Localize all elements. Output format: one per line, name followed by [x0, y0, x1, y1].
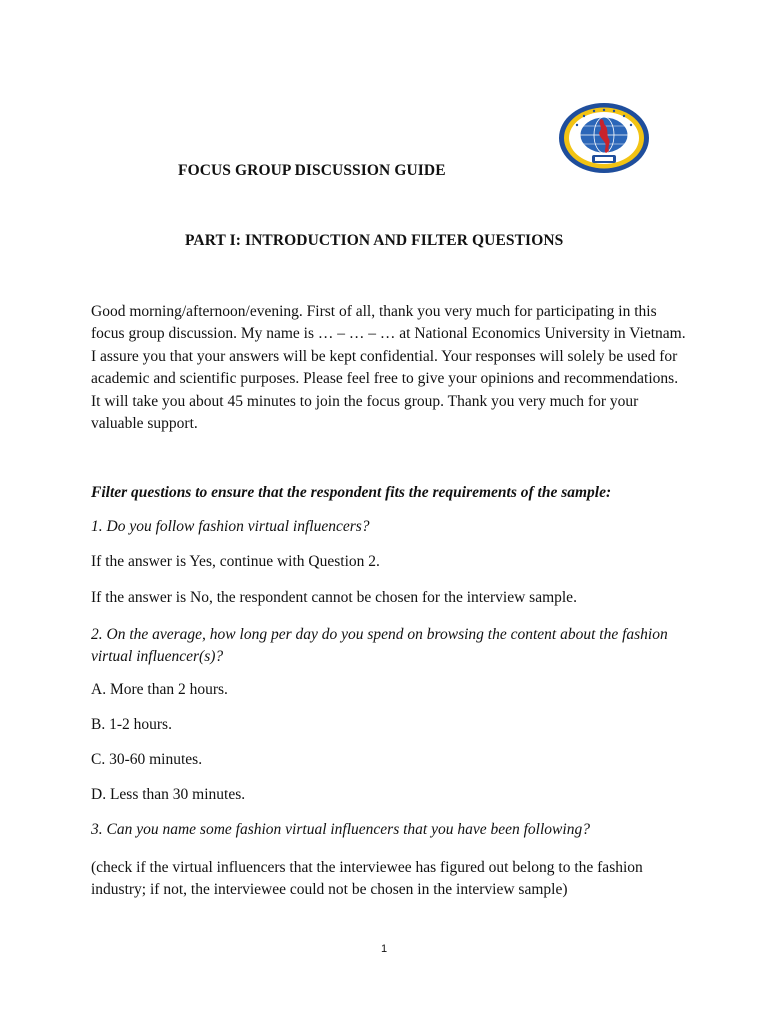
- part-heading: PART I: INTRODUCTION AND FILTER QUESTIONS: [185, 232, 564, 249]
- question-1: 1. Do you follow fashion virtual influencers?: [91, 518, 370, 535]
- filter-questions-title: Filter questions to ensure that the respondent fits the requirements of the sample:: [91, 484, 612, 501]
- question-2-option-c: C. 30-60 minutes.: [91, 751, 203, 768]
- question-3: 3. Can you name some fashion virtual influencers that you have been following?: [91, 821, 590, 838]
- intro-paragraph: Good morning/afternoon/evening. First of all, thank you very much for participating in this focus group discussion. My name is … – … – … at National Economics University in Vietnam. I assure you that your answers will be kept confidential. Your responses will solely be used for academic and scientific purposes. Please feel free to give your opinions and recommendations. It will take you about 45 minutes to join the focus group. Thank you very much for your valuable support.: [91, 303, 686, 433]
- university-seal-icon: [557, 101, 651, 175]
- question-2-option-a: A. More than 2 hours.: [91, 681, 228, 698]
- question-1-yes-instruction: If the answer is Yes, continue with Question 2.: [91, 553, 380, 570]
- question-2: 2. On the average, how long per day do you spend on browsing the content about the fashion virtual influencer(s)?: [91, 626, 668, 665]
- question-2-option-d: D. Less than 30 minutes.: [91, 786, 246, 803]
- page-number: 1: [380, 943, 388, 955]
- question-2-option-b: B. 1-2 hours.: [91, 716, 172, 733]
- question-1-no-instruction: If the answer is No, the respondent cannot be chosen for the interview sample.: [91, 589, 577, 606]
- document-title: FOCUS GROUP DISCUSSION GUIDE: [178, 162, 446, 179]
- question-3-note: (check if the virtual influencers that the interviewee has figured out belong to the fashion industry; if not, the interviewee could not be chosen in the interview sample): [91, 859, 643, 898]
